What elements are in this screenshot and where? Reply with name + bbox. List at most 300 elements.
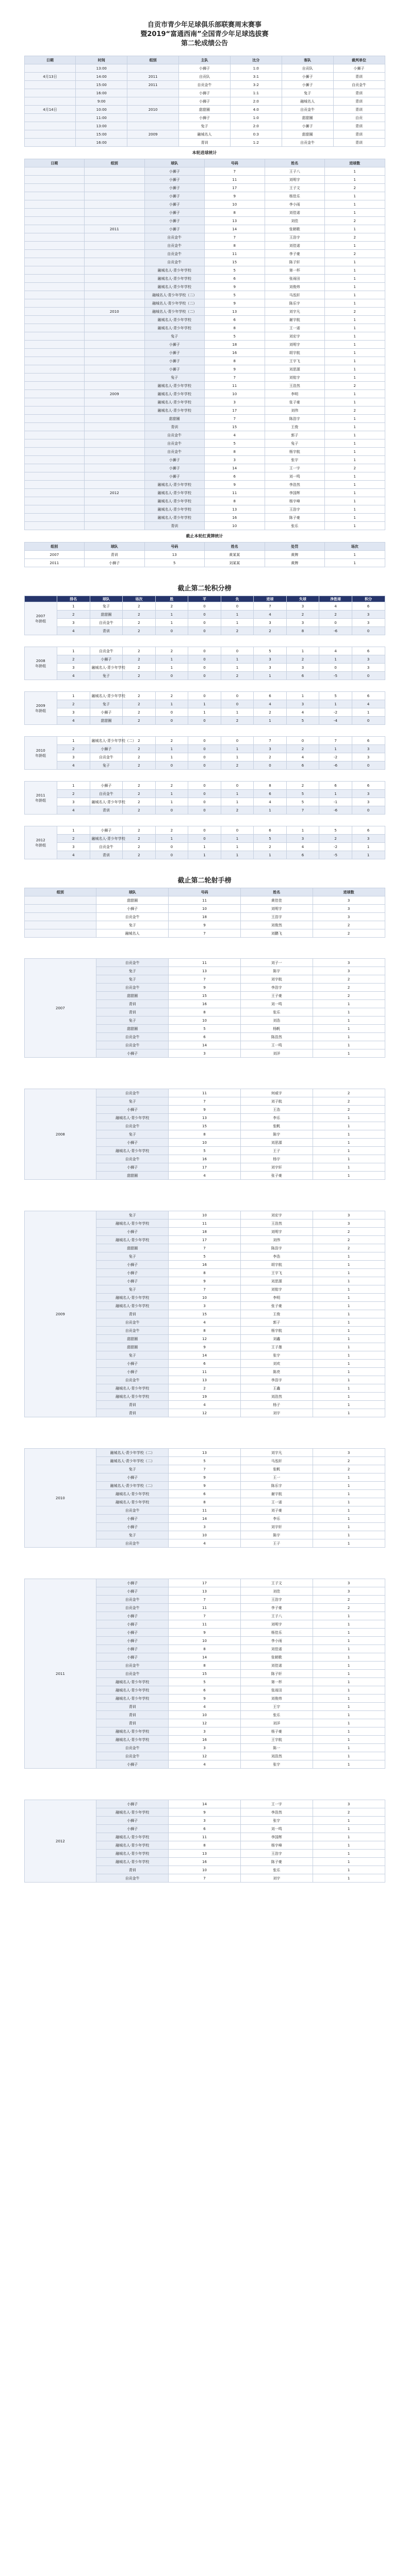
standings-cell: 1 bbox=[286, 692, 319, 700]
schedule-cell: 15:00 bbox=[76, 130, 127, 139]
goal-cell: 2 bbox=[325, 406, 385, 415]
scorer-cell: 陈亮 bbox=[240, 1368, 313, 1376]
scorer-cell: 2 bbox=[313, 1089, 385, 1097]
scorer-cell: 11 bbox=[169, 959, 241, 967]
spacer-cell bbox=[24, 1548, 385, 1579]
goal-cell: 1 bbox=[325, 448, 385, 456]
standings-cell: 1 bbox=[57, 602, 90, 611]
scorer-cell: 刘俊炜 bbox=[240, 1694, 313, 1703]
goal-group-cell bbox=[85, 217, 145, 225]
standings-cell: 2 bbox=[123, 835, 156, 843]
schedule-cell: 融城名人 bbox=[179, 130, 231, 139]
standings-cell: 1 bbox=[155, 790, 188, 798]
standings-cell: 1 bbox=[221, 664, 254, 672]
scorer-cell: 1 bbox=[313, 1858, 385, 1866]
standings-cell: 0 bbox=[352, 806, 385, 815]
schedule-cell bbox=[127, 97, 179, 106]
scorer-cell: 16 bbox=[169, 1000, 241, 1008]
schedule-cell: 青训 bbox=[333, 73, 385, 81]
goal-cell: 王浩然 bbox=[265, 382, 325, 390]
discipline-header-cell: 号码 bbox=[144, 543, 205, 551]
standings-cell: 小狮子 bbox=[90, 745, 123, 753]
scorer-row bbox=[24, 1089, 385, 1097]
scorer-cell: 16 bbox=[169, 1736, 241, 1744]
scorer-cell: 1 bbox=[313, 1252, 385, 1261]
goal-cell: 融城名人·青少年学校（二） bbox=[144, 299, 205, 308]
scorers-header-row bbox=[24, 888, 385, 896]
goal-cell: 1 bbox=[325, 365, 385, 374]
standings-cell: 2 bbox=[319, 835, 352, 843]
scorer-cell: 小狮子 bbox=[96, 1800, 169, 1808]
standings-cell: 3 bbox=[286, 602, 319, 611]
scorer-cell: 兔子 bbox=[96, 967, 169, 975]
goal-cell: 1 bbox=[325, 415, 385, 423]
scorer-cell: 2 bbox=[313, 984, 385, 992]
goal-date-cell bbox=[24, 357, 85, 365]
goal-cell: 17 bbox=[205, 184, 265, 192]
scorer-cell: 王俊 bbox=[240, 1310, 313, 1318]
discipline-row bbox=[24, 559, 385, 567]
scorer-cell: 3 bbox=[313, 1800, 385, 1808]
goals-header-cell: 组别 bbox=[85, 159, 145, 167]
goal-cell: 王俊 bbox=[265, 423, 325, 431]
goal-cell: 陈子轩 bbox=[265, 258, 325, 266]
scorer-cell: 2 bbox=[313, 975, 385, 984]
schedule-cell bbox=[24, 81, 76, 89]
schedule-cell: 2011 bbox=[127, 73, 179, 81]
standings-cell: 5 bbox=[286, 798, 319, 806]
schedule-cell: 14:00 bbox=[76, 73, 127, 81]
goal-date-cell bbox=[24, 481, 85, 489]
scorer-cell: 王宇飞 bbox=[240, 1269, 313, 1277]
standings-row bbox=[24, 745, 385, 753]
standings-cell: 0 bbox=[188, 664, 221, 672]
scorer-cell: 杨子 bbox=[240, 1401, 313, 1409]
goal-cell: 刘宏宇 bbox=[265, 332, 325, 341]
scorer-cell: 9 bbox=[169, 1106, 241, 1114]
scorer-cell: 王宇 bbox=[240, 1703, 313, 1711]
standings-header-cell: 失球 bbox=[286, 596, 319, 602]
standings-cell: 2 bbox=[57, 700, 90, 708]
scorer-cell: 青训 bbox=[96, 1008, 169, 1016]
standings-cell: 3 bbox=[254, 664, 287, 672]
goal-cell: 7 bbox=[205, 374, 265, 382]
scorer-cell: 1 bbox=[313, 1719, 385, 1727]
scorer-cell: 17 bbox=[169, 1236, 241, 1244]
scorers-table bbox=[24, 958, 385, 1883]
goal-cell: 5 bbox=[205, 291, 265, 299]
scorers-spacer bbox=[24, 1180, 385, 1211]
discipline-header-cell: 组别 bbox=[24, 543, 85, 551]
standings-row bbox=[24, 602, 385, 611]
goal-group-cell bbox=[85, 505, 145, 514]
standings-cell: 3 bbox=[57, 798, 90, 806]
goal-row bbox=[24, 225, 385, 233]
standings-cell: 1 bbox=[221, 745, 254, 753]
goal-cell: 1 bbox=[325, 242, 385, 250]
goal-cell: 刘伟 bbox=[265, 406, 325, 415]
goal-cell: 2 bbox=[325, 464, 385, 472]
goal-date-cell bbox=[24, 283, 85, 291]
standings-row bbox=[24, 708, 385, 717]
scorer-cell: 青训 bbox=[96, 1401, 169, 1409]
scorers-top-cell bbox=[24, 929, 96, 938]
standings-cell: 2 bbox=[221, 627, 254, 635]
discipline-cell: 2011 bbox=[24, 559, 85, 567]
goal-cell: 1 bbox=[325, 316, 385, 324]
scorer-cell: 王浩 bbox=[240, 1106, 313, 1114]
standings-cell: 1 bbox=[57, 782, 90, 790]
goal-cell: 1 bbox=[325, 505, 385, 514]
standings-cell: 6 bbox=[352, 602, 385, 611]
goal-cell: 1 bbox=[325, 522, 385, 530]
goal-cell: 小狮子 bbox=[144, 217, 205, 225]
scorer-cell: 2 bbox=[313, 1244, 385, 1252]
standings-cell: 2 bbox=[123, 806, 156, 815]
scorer-cell: 4 bbox=[169, 1539, 241, 1548]
scorer-cell: 陈宇 bbox=[240, 1130, 313, 1139]
schedule-table bbox=[24, 56, 385, 147]
scorer-cell: 1 bbox=[313, 1686, 385, 1694]
goal-date-cell bbox=[24, 250, 85, 258]
standings-cell: 1 bbox=[188, 843, 221, 851]
standings-cell: 自贡金牛 bbox=[90, 647, 123, 655]
goal-row bbox=[24, 184, 385, 192]
scorer-cell: 7 bbox=[169, 1285, 241, 1294]
goal-cell: 6 bbox=[205, 472, 265, 481]
scorer-row bbox=[24, 1449, 385, 1457]
goal-row bbox=[24, 431, 385, 439]
scorer-cell: 小狮子 bbox=[96, 1637, 169, 1645]
goal-cell: 兔子 bbox=[265, 439, 325, 448]
scorer-cell: 3 bbox=[313, 1211, 385, 1219]
scorer-cell: 小狮子 bbox=[96, 1277, 169, 1285]
scorer-cell: 自贡金牛 bbox=[96, 1539, 169, 1548]
scorer-cell: 融城名人·青少年学校 bbox=[96, 1808, 169, 1817]
goal-cell: 李浩然 bbox=[265, 481, 325, 489]
scorer-cell: 5 bbox=[169, 1025, 241, 1033]
goal-row bbox=[24, 209, 385, 217]
scorer-cell: 自贡金牛 bbox=[96, 1604, 169, 1612]
scorer-cell: 1 bbox=[313, 1393, 385, 1401]
scorer-cell: 1 bbox=[313, 1401, 385, 1409]
standings-cell: 0 bbox=[188, 798, 221, 806]
scorer-cell: 刘佳诺 bbox=[240, 1645, 313, 1653]
scorer-cell: 1 bbox=[313, 1277, 385, 1285]
standings-cell: 2 bbox=[123, 655, 156, 664]
standings-cell: 6 bbox=[254, 790, 287, 798]
standings-cell: 小狮子 bbox=[90, 708, 123, 717]
scorer-cell: 刘宏宇 bbox=[240, 1211, 313, 1219]
schedule-header-cell: 主队 bbox=[179, 56, 231, 64]
scorer-cell: 自贡金牛 bbox=[96, 1327, 169, 1335]
goal-row bbox=[24, 192, 385, 200]
goals-header-cell: 姓名 bbox=[265, 159, 325, 167]
scorer-cell: 5 bbox=[169, 1252, 241, 1261]
standings-cell: 7 bbox=[254, 737, 287, 745]
discipline-cell: 小狮子 bbox=[85, 559, 145, 567]
standings-row bbox=[24, 619, 385, 627]
scorer-cell: 16 bbox=[169, 1858, 241, 1866]
spacer-cell bbox=[24, 770, 385, 782]
goal-date-cell bbox=[24, 324, 85, 332]
goal-cell: 1 bbox=[325, 291, 385, 299]
goal-group-cell bbox=[85, 374, 145, 382]
standings-cell: 2 bbox=[123, 761, 156, 770]
standings-header-cell: 负 bbox=[221, 596, 254, 602]
standings-row bbox=[24, 664, 385, 672]
goal-row bbox=[24, 176, 385, 184]
scorer-cell: 张雨田 bbox=[240, 1686, 313, 1694]
scorer-cell: 8 bbox=[169, 1008, 241, 1016]
goal-date-cell bbox=[24, 275, 85, 283]
goal-row bbox=[24, 390, 385, 398]
goal-cell: 1 bbox=[325, 299, 385, 308]
scorer-row bbox=[24, 1579, 385, 1587]
scorers-top-cell: 兔子 bbox=[96, 921, 169, 929]
goal-row bbox=[24, 505, 385, 514]
schedule-cell: 小狮子 bbox=[179, 114, 231, 122]
scorer-cell: 15 bbox=[169, 1310, 241, 1318]
scorer-cell: 自贡金牛 bbox=[96, 1089, 169, 1097]
standings-cell: 0 bbox=[221, 647, 254, 655]
schedule-cell: 1:1 bbox=[230, 89, 282, 97]
scorers-top-cell: 3 bbox=[313, 896, 385, 905]
scorer-cell: 李国辉 bbox=[240, 1833, 313, 1841]
goal-group-cell bbox=[85, 324, 145, 332]
scorer-cell: 刘宇 bbox=[240, 1874, 313, 1883]
standings-cell: 1 bbox=[319, 655, 352, 664]
standings-cell: 7 bbox=[286, 806, 319, 815]
scorer-group-label: 2008 bbox=[24, 1089, 96, 1180]
scorer-cell: 2 bbox=[313, 1457, 385, 1465]
schedule-cell: 甜甜圈 bbox=[282, 114, 333, 122]
goal-date-cell bbox=[24, 472, 85, 481]
schedule-row bbox=[24, 106, 385, 114]
scorer-cell: 1 bbox=[313, 1498, 385, 1506]
scorer-cell: 1 bbox=[313, 1172, 385, 1180]
schedule-cell: 13:00 bbox=[76, 122, 127, 130]
scorer-cell: 王子豪 bbox=[240, 992, 313, 1000]
scorer-cell: 9 bbox=[169, 1473, 241, 1482]
scorer-cell: 13 bbox=[169, 967, 241, 975]
goal-row bbox=[24, 472, 385, 481]
schedule-cell: 3:2 bbox=[230, 81, 282, 89]
goal-cell: 融城名人·青少年学校 bbox=[144, 514, 205, 522]
scorer-cell: 青训 bbox=[96, 1000, 169, 1008]
schedule-row bbox=[24, 89, 385, 97]
scorer-cell: 甜甜圈 bbox=[96, 1025, 169, 1033]
scorer-cell: 刘洋 bbox=[240, 1719, 313, 1727]
goal-cell: 13 bbox=[205, 308, 265, 316]
scorer-cell: 7 bbox=[169, 1465, 241, 1473]
goal-row bbox=[24, 522, 385, 530]
scorer-cell: 王子八 bbox=[240, 1612, 313, 1620]
scorers-top-row bbox=[24, 896, 385, 905]
goal-date-cell bbox=[24, 456, 85, 464]
schedule-cell: 0:3 bbox=[230, 130, 282, 139]
goals-header-cell: 日期 bbox=[24, 159, 85, 167]
goal-row bbox=[24, 497, 385, 505]
standings-cell: 0 bbox=[352, 672, 385, 680]
discipline-title: 截止本轮红黄牌统计 bbox=[186, 534, 223, 538]
scorer-cell: 1 bbox=[313, 1629, 385, 1637]
goal-group-cell bbox=[85, 406, 145, 415]
goal-cell: 4 bbox=[205, 431, 265, 439]
document-title bbox=[24, 21, 385, 48]
goal-cell: 王子八 bbox=[265, 167, 325, 176]
scorer-cell: 1 bbox=[313, 1653, 385, 1662]
scorer-cell: 融城名人·青少年学校 bbox=[96, 1384, 169, 1393]
goal-cell: 兔子 bbox=[144, 332, 205, 341]
schedule-cell: 2011 bbox=[127, 81, 179, 89]
scorer-cell: 刘子一 bbox=[240, 959, 313, 967]
standings-cell: 1 bbox=[57, 647, 90, 655]
standings-cell: 0 bbox=[319, 664, 352, 672]
standings-cell: 0 bbox=[188, 753, 221, 761]
scorer-cell: 3 bbox=[313, 959, 385, 967]
goal-group-cell bbox=[85, 291, 145, 299]
goal-cell: 杨宇航 bbox=[265, 448, 325, 456]
standings-spacer bbox=[24, 770, 385, 782]
standings-spacer bbox=[24, 815, 385, 826]
scorer-cell: 王浩然 bbox=[240, 1219, 313, 1228]
scorer-cell: 1 bbox=[313, 1736, 385, 1744]
standings-row bbox=[24, 851, 385, 859]
goal-cell: 张朝歌 bbox=[265, 225, 325, 233]
standings-row bbox=[24, 806, 385, 815]
standings-row bbox=[24, 753, 385, 761]
schedule-cell bbox=[127, 122, 179, 130]
goal-date-cell bbox=[24, 299, 85, 308]
scorers-top-cell: 2 bbox=[313, 921, 385, 929]
goal-cell: 融城名人·青少年学校（二） bbox=[144, 291, 205, 299]
standings-row bbox=[24, 737, 385, 745]
goal-cell: 小狮子 bbox=[144, 464, 205, 472]
spacer-cell bbox=[24, 725, 385, 737]
goal-cell: 自贡金牛 bbox=[144, 439, 205, 448]
goal-cell: 郭子 bbox=[265, 431, 325, 439]
scorer-cell: 小狮子 bbox=[96, 1653, 169, 1662]
goal-group-cell: 2010 bbox=[85, 308, 145, 316]
schedule-cell: 自贡金牛 bbox=[179, 81, 231, 89]
standings-cell: 0 bbox=[188, 672, 221, 680]
scorer-cell: 1 bbox=[313, 1850, 385, 1858]
scorer-cell: 6 bbox=[169, 1490, 241, 1498]
scorer-cell: 9 bbox=[169, 1629, 241, 1637]
scorers-spacer bbox=[24, 1769, 385, 1800]
schedule-cell: 青训 bbox=[179, 139, 231, 147]
scorer-cell: 1 bbox=[313, 1360, 385, 1368]
standings-cell: 4 bbox=[57, 672, 90, 680]
scorer-cell: 小狮子 bbox=[96, 1106, 169, 1114]
standings-cell: 甜甜圈 bbox=[90, 717, 123, 725]
scorer-cell: 8 bbox=[169, 1662, 241, 1670]
spacer-cell bbox=[24, 1058, 385, 1089]
scorer-cell: 刘铭宇 bbox=[240, 1285, 313, 1294]
schedule-cell: 小狮子 bbox=[179, 89, 231, 97]
goal-group-cell bbox=[85, 464, 145, 472]
scorer-cell: 李明 bbox=[240, 1294, 313, 1302]
goal-cell: 刘明宇 bbox=[265, 341, 325, 349]
goal-row bbox=[24, 464, 385, 472]
standings-cell: 2 bbox=[254, 627, 287, 635]
goal-cell: 2 bbox=[325, 308, 385, 316]
scorer-cell: 何威宇 bbox=[240, 1089, 313, 1097]
standings-cell: 2 bbox=[286, 655, 319, 664]
goal-cell: 刘佳 bbox=[265, 217, 325, 225]
standings-cell: 1 bbox=[155, 611, 188, 619]
goal-cell: 1 bbox=[325, 192, 385, 200]
standings-cell: -4 bbox=[319, 717, 352, 725]
goal-cell: 1 bbox=[325, 472, 385, 481]
goal-date-cell bbox=[24, 192, 85, 200]
standings-row bbox=[24, 798, 385, 806]
scorer-cell: 王鑫 bbox=[240, 1384, 313, 1393]
scorer-cell: 自贡金牛 bbox=[96, 1874, 169, 1883]
goal-cell: 14 bbox=[205, 464, 265, 472]
goal-row bbox=[24, 291, 385, 299]
scorer-cell: 15 bbox=[169, 992, 241, 1000]
schedule-row bbox=[24, 97, 385, 106]
standings-cell: 2 bbox=[123, 619, 156, 627]
standings-cell: 2 bbox=[123, 672, 156, 680]
goal-cell: 自贡金牛 bbox=[144, 250, 205, 258]
standings-cell: 0 bbox=[155, 717, 188, 725]
goal-cell: 8 bbox=[205, 209, 265, 217]
goals-section-title: 本轮进球统计 bbox=[192, 150, 217, 155]
goal-cell: 融城名人·青少年学校 bbox=[144, 497, 205, 505]
scorer-cell: 小狮子 bbox=[96, 1049, 169, 1058]
spacer-cell bbox=[24, 815, 385, 826]
scorer-cell: 融城名人·青少年学校 bbox=[96, 1498, 169, 1506]
standings-row bbox=[24, 672, 385, 680]
standings-cell: 6 bbox=[352, 737, 385, 745]
goal-row bbox=[24, 423, 385, 431]
scorers-top-cell: 刘明宇 bbox=[240, 905, 313, 913]
scorer-cell: 7 bbox=[169, 1244, 241, 1252]
goal-cell: 8 bbox=[205, 324, 265, 332]
spacer-cell bbox=[24, 680, 385, 692]
scorer-cell: 融城名人·青少年学校 bbox=[96, 1393, 169, 1401]
goal-group-cell bbox=[85, 382, 145, 390]
goals-header-cell: 球队 bbox=[144, 159, 205, 167]
schedule-cell: 小狮子 bbox=[282, 81, 333, 89]
standings-cell: 0 bbox=[188, 602, 221, 611]
standings-row bbox=[24, 782, 385, 790]
scorer-cell: 16 bbox=[169, 1155, 241, 1163]
scorer-cell: 1 bbox=[313, 1711, 385, 1719]
standings-cell: 5 bbox=[254, 835, 287, 843]
schedule-cell: 9:00 bbox=[76, 97, 127, 106]
scorer-cell: 小狮子 bbox=[96, 1620, 169, 1629]
scorer-cell: 3 bbox=[169, 1817, 241, 1825]
standings-cell: 2 bbox=[123, 664, 156, 672]
scorer-cell: 1 bbox=[313, 1384, 385, 1393]
goal-cell: 自贡金牛 bbox=[144, 233, 205, 242]
goal-cell: 1 bbox=[325, 341, 385, 349]
scorer-cell: 自贡金牛 bbox=[96, 1670, 169, 1678]
goal-row bbox=[24, 349, 385, 357]
scorer-cell: 1 bbox=[313, 1866, 385, 1874]
scorer-cell: 小狮子 bbox=[96, 1587, 169, 1596]
scorer-cell: 兔子 bbox=[96, 1531, 169, 1539]
goal-row bbox=[24, 200, 385, 209]
schedule-row bbox=[24, 81, 385, 89]
goal-group-cell bbox=[85, 242, 145, 250]
discipline-cell: 黄某某 bbox=[205, 551, 265, 559]
standings-cell: 8 bbox=[254, 782, 287, 790]
